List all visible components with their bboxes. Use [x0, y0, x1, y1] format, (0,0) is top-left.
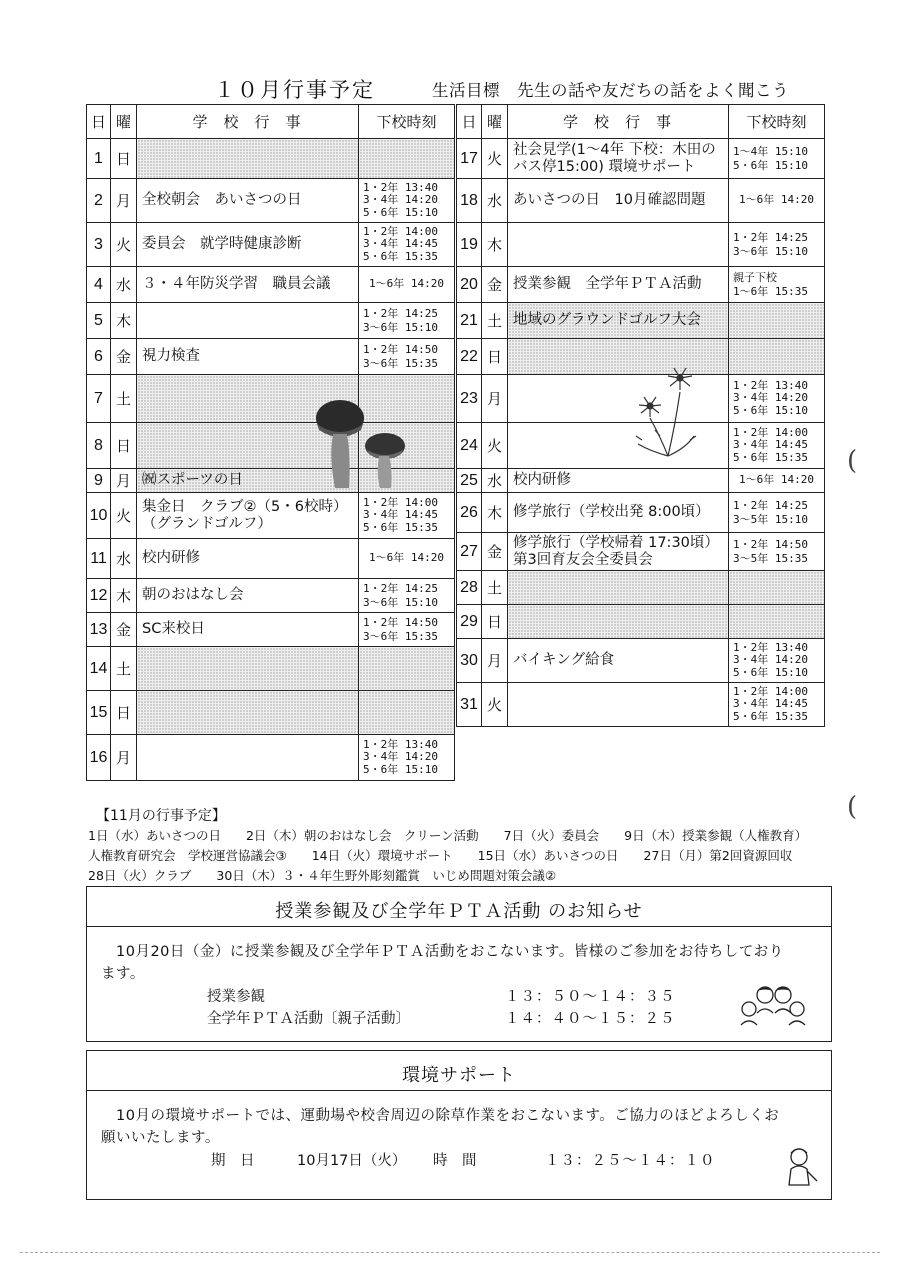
schedule-row — [87, 303, 455, 339]
weekday-cell: 月 — [111, 735, 137, 781]
event-cell — [137, 691, 359, 735]
weekday-cell: 火 — [111, 493, 137, 539]
col-header-events: 学校行事 — [137, 105, 359, 139]
schedule-row — [457, 639, 825, 683]
day-cell: 12 — [87, 579, 111, 613]
dismissal-cell: 1・2年 14:25 3～6年 15:10 — [359, 579, 455, 613]
weekday-cell: 土 — [111, 647, 137, 691]
schedule-row — [87, 613, 455, 647]
day-cell: 1 — [87, 139, 111, 179]
env-time-label: 時 間 — [433, 1153, 477, 1169]
col-header-dismissal: 下校時刻 — [359, 105, 455, 139]
weekday-cell: 日 — [111, 139, 137, 179]
life-goal: 生活目標 先生の話や友だちの話をよく聞こう — [432, 81, 789, 100]
dismissal-cell: 1～6年 14:20 — [359, 539, 455, 579]
env-notice-body: 10月の環境サポートでは、運動場や校舎周辺の除草作業をおこないます。ご協力のほどよろしくお願いいたします。 — [101, 1108, 780, 1146]
schedule-row — [457, 493, 825, 533]
schedule-row — [87, 139, 455, 179]
dismissal-cell: 1・2年 14:00 3・4年 14:45 5・6年 15:35 — [729, 423, 825, 469]
weekday-cell: 木 — [111, 579, 137, 613]
weekday-cell: 水 — [482, 179, 508, 223]
dismissal-cell — [729, 339, 825, 375]
schedule-row — [457, 533, 825, 571]
event-cell — [137, 735, 359, 781]
weekday-cell: 木 — [482, 223, 508, 267]
day-cell: 2 — [87, 179, 111, 223]
day-cell: 8 — [87, 423, 111, 469]
dismissal-cell — [359, 691, 455, 735]
event-cell — [508, 683, 729, 727]
weekday-cell: 月 — [482, 375, 508, 423]
schedule-row — [457, 683, 825, 727]
weekday-cell: 日 — [111, 423, 137, 469]
schedule-row — [457, 303, 825, 339]
schedule-row — [457, 179, 825, 223]
col-header-day: 日 — [457, 105, 482, 139]
weekday-cell: 金 — [111, 339, 137, 375]
schedule-row — [87, 735, 455, 781]
day-cell: 5 — [87, 303, 111, 339]
event-cell — [137, 139, 359, 179]
dismissal-cell: 1～6年 14:20 — [729, 179, 825, 223]
day-cell: 18 — [457, 179, 482, 223]
weekday-cell: 土 — [482, 303, 508, 339]
november-line: 人権教育研究会 学校運営協議会③ 14日（火）環境サポート 15日（水）あいさつの日 27日（月）第2回資源回収 — [88, 848, 793, 863]
col-header-weekday: 曜 — [111, 105, 137, 139]
event-cell: あいさつの日 10月確認問題 — [508, 179, 729, 223]
schedule-row — [457, 469, 825, 493]
day-cell: 26 — [457, 493, 482, 533]
event-cell: 全校朝会 あいさつの日 — [137, 179, 359, 223]
schedule-row — [87, 179, 455, 223]
event-cell — [137, 303, 359, 339]
dismissal-cell: 1・2年 14:00 3・4年 14:45 5・6年 15:35 — [359, 493, 455, 539]
dismissal-cell — [359, 647, 455, 691]
event-cell: 修学旅行（学校出発 8:00頃） — [508, 493, 729, 533]
event-cell: 視力検査 — [137, 339, 359, 375]
schedule-row — [457, 605, 825, 639]
dismissal-cell: 1・2年 13:40 3・4年 14:20 5・6年 15:10 — [729, 639, 825, 683]
dismissal-cell: 1・2年 14:50 3～5年 15:35 — [729, 533, 825, 571]
pta-item1-time: １３：５０～１４：３５ — [505, 989, 676, 1005]
col-header-events: 学校行事 — [508, 105, 729, 139]
child-cleaning-illustration — [781, 1145, 821, 1189]
pta-item1-label: 授業参観 — [207, 989, 265, 1005]
event-cell: 委員会 就学時健康診断 — [137, 223, 359, 267]
day-cell: 13 — [87, 613, 111, 647]
event-cell — [137, 647, 359, 691]
day-cell: 27 — [457, 533, 482, 571]
day-cell: 20 — [457, 267, 482, 303]
november-line: 1日（水）あいさつの日 2日（木）朝のおはなし会 クリーン活動 7日（火）委員会 9日（木）授業参観（人権教育） — [88, 828, 808, 843]
schedule-row — [457, 571, 825, 605]
schedule-row — [87, 691, 455, 735]
day-cell: 22 — [457, 339, 482, 375]
dismissal-cell: 1・2年 14:25 3～6年 15:10 — [359, 303, 455, 339]
event-cell — [508, 605, 729, 639]
day-cell: 7 — [87, 375, 111, 423]
dismissal-cell: 1・2年 14:50 3～6年 15:35 — [359, 613, 455, 647]
event-cell: 地域のグラウンドゴルフ大会 — [508, 303, 729, 339]
dismissal-cell — [729, 605, 825, 639]
day-cell: 11 — [87, 539, 111, 579]
day-cell: 17 — [457, 139, 482, 179]
dismissal-cell — [359, 139, 455, 179]
dismissal-cell: 1・2年 14:25 3～6年 15:10 — [729, 223, 825, 267]
dismissal-cell: 1・2年 13:40 3・4年 14:20 5・6年 15:10 — [359, 179, 455, 223]
dismissal-cell: 1～6年 14:20 — [729, 469, 825, 493]
day-cell: 23 — [457, 375, 482, 423]
schedule-row — [87, 267, 455, 303]
day-cell: 28 — [457, 571, 482, 605]
schedule-row — [87, 579, 455, 613]
event-cell: ㈷スポーツの日 — [137, 469, 359, 493]
schedule-row — [457, 223, 825, 267]
env-date-label: 期 日 — [211, 1153, 255, 1169]
pta-item-row — [87, 1007, 831, 1029]
day-cell: 16 — [87, 735, 111, 781]
day-cell: 21 — [457, 303, 482, 339]
event-cell: ３・４年防災学習 職員会議 — [137, 267, 359, 303]
schedule-row — [87, 647, 455, 691]
weekday-cell: 日 — [482, 339, 508, 375]
dismissal-cell: 1～4年 15:10 5・6年 15:10 — [729, 139, 825, 179]
weekday-cell: 土 — [482, 571, 508, 605]
weekday-cell: 日 — [482, 605, 508, 639]
event-cell: 社会見学(1～4年 下校：木田の バス停15:00) 環境サポート — [508, 139, 729, 179]
dismissal-cell: 1・2年 13:40 3・4年 14:20 5・6年 15:10 — [359, 735, 455, 781]
day-cell: 24 — [457, 423, 482, 469]
event-cell: SC来校日 — [137, 613, 359, 647]
page-title: １０月行事予定 — [214, 78, 375, 102]
binding-mark: ( — [847, 446, 858, 476]
dismissal-cell: 1・2年 14:25 3～5年 15:10 — [729, 493, 825, 533]
weekday-cell: 金 — [482, 267, 508, 303]
november-title: 【11月の行事予定】 — [96, 808, 226, 824]
weekday-cell: 金 — [482, 533, 508, 571]
weekday-cell: 金 — [111, 613, 137, 647]
env-schedule-row — [87, 1149, 831, 1171]
weekday-cell: 水 — [482, 469, 508, 493]
schedule-row — [87, 493, 455, 539]
weekday-cell: 火 — [111, 223, 137, 267]
col-header-weekday: 曜 — [482, 105, 508, 139]
cosmos-flower-illustration — [620, 356, 710, 466]
dismissal-cell — [729, 303, 825, 339]
env-time-value: １３：２５～１４：１０ — [545, 1153, 716, 1169]
dismissal-cell: 1～6年 14:20 — [359, 267, 455, 303]
day-cell: 6 — [87, 339, 111, 375]
env-notice-title: 環境サポート — [87, 1051, 831, 1091]
schedule-row — [457, 139, 825, 179]
weekday-cell: 木 — [482, 493, 508, 533]
event-cell: 集金日 クラブ②（5・6校時） （グランドゴルフ） — [137, 493, 359, 539]
pta-item2-time: １４：４０～１５：２５ — [505, 1011, 676, 1027]
env-date-value: 10月17日（火） — [297, 1153, 407, 1169]
day-cell: 29 — [457, 605, 482, 639]
schedule-row — [457, 267, 825, 303]
page-header — [84, 74, 824, 104]
weekday-cell: 火 — [482, 423, 508, 469]
event-cell: 校内研修 — [508, 469, 729, 493]
day-cell: 3 — [87, 223, 111, 267]
binding-mark: ( — [847, 792, 858, 822]
dismissal-cell: 1・2年 14:50 3～6年 15:35 — [359, 339, 455, 375]
weekday-cell: 水 — [111, 267, 137, 303]
event-cell: 修学旅行（学校帰着 17:30頃） 第3回育友会全委員会 — [508, 533, 729, 571]
dismissal-cell: 1・2年 13:40 3・4年 14:20 5・6年 15:10 — [729, 375, 825, 423]
weekday-cell: 月 — [482, 639, 508, 683]
weekday-cell: 火 — [482, 683, 508, 727]
event-cell: 校内研修 — [137, 539, 359, 579]
pta-notice-box — [86, 886, 832, 1042]
pta-notice-body: 10月20日（金）に授業参観及び全学年ＰＴＡ活動をおこないます。皆様のご参加をお待ちしております。 — [101, 944, 784, 982]
dismissal-cell: 親子下校 1～6年 15:35 — [729, 267, 825, 303]
weekday-cell: 土 — [111, 375, 137, 423]
col-header-day: 日 — [87, 105, 111, 139]
page-footer-line — [20, 1252, 880, 1253]
day-cell: 31 — [457, 683, 482, 727]
children-group-illustration — [735, 983, 811, 1027]
day-cell: 9 — [87, 469, 111, 493]
day-cell: 4 — [87, 267, 111, 303]
pta-notice-title: 授業参観及び全学年ＰＴＡ活動 のお知らせ — [87, 887, 831, 927]
november-line: 28日（火）クラブ 30日（木）３・４年生野外彫刻鑑賞 いじめ問題対策会議② — [88, 868, 557, 883]
weekday-cell: 火 — [482, 139, 508, 179]
dismissal-cell: 1・2年 14:00 3・4年 14:45 5・6年 15:35 — [729, 683, 825, 727]
weekday-cell: 月 — [111, 469, 137, 493]
schedule-row — [87, 539, 455, 579]
november-schedule — [88, 806, 828, 886]
event-cell — [508, 223, 729, 267]
weekday-cell: 木 — [111, 303, 137, 339]
day-cell: 15 — [87, 691, 111, 735]
day-cell: 30 — [457, 639, 482, 683]
day-cell: 19 — [457, 223, 482, 267]
pta-item2-label: 全学年ＰＴＡ活動〔親子活動〕 — [207, 1011, 410, 1027]
weekday-cell: 水 — [111, 539, 137, 579]
dismissal-cell: 1・2年 14:00 3・4年 14:45 5・6年 15:35 — [359, 223, 455, 267]
mushroom-illustration — [305, 396, 415, 496]
env-notice-box — [86, 1050, 832, 1200]
schedule-row — [87, 223, 455, 267]
event-cell: 朝のおはなし会 — [137, 579, 359, 613]
weekday-cell: 月 — [111, 179, 137, 223]
day-cell: 14 — [87, 647, 111, 691]
day-cell: 25 — [457, 469, 482, 493]
event-cell: 授業参観 全学年ＰＴＡ活動 — [508, 267, 729, 303]
weekday-cell: 日 — [111, 691, 137, 735]
event-cell — [508, 571, 729, 605]
dismissal-cell — [729, 571, 825, 605]
event-cell: バイキング給食 — [508, 639, 729, 683]
schedule-row — [87, 339, 455, 375]
day-cell: 10 — [87, 493, 111, 539]
col-header-dismissal: 下校時刻 — [729, 105, 825, 139]
pta-item-row — [87, 985, 831, 1007]
